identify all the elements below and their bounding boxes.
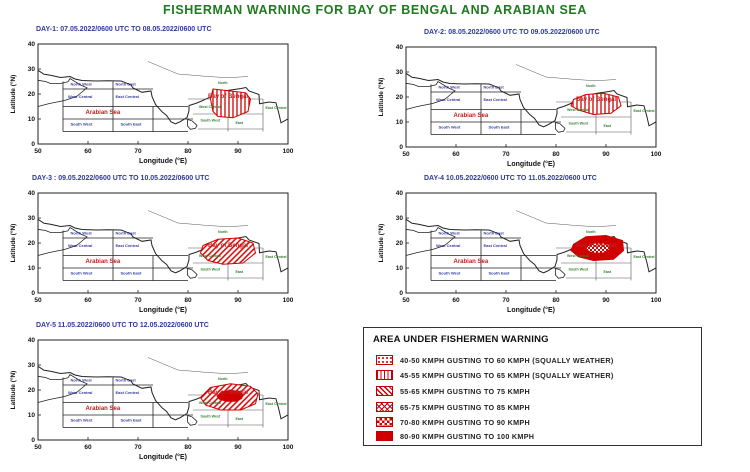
diagonal-pattern-swatch: [376, 386, 393, 396]
bay-region-label: North: [586, 84, 596, 88]
x-axis-label: Longitude (°E): [139, 158, 187, 165]
y-tick-label: 10: [27, 116, 35, 124]
x-tick-label: 70: [134, 444, 142, 451]
checker-pattern-swatch: [376, 417, 393, 427]
x-tick-label: 60: [452, 151, 460, 158]
day-3-map: [4, 175, 300, 325]
region-label: South West: [70, 417, 93, 423]
day-3-map-panel: [4, 175, 300, 325]
bay-region-label: East Central: [633, 255, 655, 259]
region-label: South East: [120, 270, 142, 276]
x-tick-label: 70: [134, 297, 142, 304]
region-label: North West: [438, 84, 460, 90]
bay-region-label: South West: [200, 118, 221, 123]
sea-label: Arabian Sea: [85, 110, 121, 116]
region-label: South West: [438, 124, 461, 130]
x-tick-label: 50: [34, 148, 42, 155]
y-tick-label: 0: [399, 290, 403, 298]
region-label: South West: [70, 270, 93, 276]
panel-title: DAY-5 11.05.2022/0600 UTC TO 12.05.2022/0600 UTC: [36, 322, 209, 329]
x-tick-label: 80: [184, 148, 192, 155]
x-tick-label: 70: [134, 148, 142, 155]
y-tick-label: 20: [27, 240, 35, 248]
legend-label: 40-50 KMPH GUSTING TO 60 KMPH (SQUALLY WEATHER): [400, 355, 614, 365]
y-axis-label: Latitude (°N): [378, 223, 385, 263]
y-tick-label: 30: [27, 215, 35, 223]
bay-region-label: East Central: [265, 255, 287, 259]
bay-region-label: South West: [568, 267, 589, 272]
bay-region-label: North: [218, 377, 228, 381]
vertical-lines-pattern-swatch: [376, 370, 393, 380]
region-label: East Central: [483, 242, 507, 248]
region-label: South West: [70, 121, 93, 127]
y-axis-label: Latitude (°N): [10, 370, 17, 410]
bay-region-label: West Central: [567, 107, 589, 112]
x-tick-label: 70: [502, 297, 510, 304]
x-tick-label: 100: [282, 297, 294, 304]
legend-title: AREA UNDER FISHERMEN WARNING: [373, 334, 549, 345]
x-tick-label: 60: [452, 297, 460, 304]
x-tick-label: 90: [602, 151, 610, 158]
bay-region-label: East Central: [633, 109, 655, 113]
legend-item: [376, 385, 530, 397]
bay-region-label: North: [586, 230, 596, 234]
x-tick-label: 100: [650, 151, 662, 158]
x-tick-label: 50: [402, 297, 410, 304]
bay-region-label: West Central: [199, 400, 221, 405]
bay-region-label: East: [235, 417, 244, 421]
day-4-map-panel: [372, 175, 668, 325]
bay-region-label: East: [235, 121, 244, 125]
y-tick-label: 10: [395, 265, 403, 273]
region-label: West Central: [68, 242, 93, 248]
region-label: South East: [120, 417, 142, 423]
x-tick-label: 60: [84, 444, 92, 451]
region-label: North East: [115, 230, 136, 236]
bay-region-label: East: [235, 270, 244, 274]
y-tick-label: 40: [395, 44, 403, 52]
region-label: South West: [438, 270, 461, 276]
legend-label: 70-80 KMPH GUSTING TO 90 KMPH: [400, 417, 530, 427]
y-tick-label: 10: [27, 265, 35, 273]
y-tick-label: 10: [395, 119, 403, 127]
day-5-map: [4, 322, 300, 472]
y-axis-label: Latitude (°N): [10, 223, 17, 263]
y-tick-label: 30: [27, 66, 35, 74]
legend-item: [376, 401, 530, 413]
x-axis-label: Longitude (°E): [139, 454, 187, 461]
legend-item: [376, 354, 614, 366]
sea-label: Arabian Sea: [85, 259, 121, 265]
x-tick-label: 90: [234, 444, 242, 451]
y-tick-label: 0: [31, 437, 35, 445]
y-tick-label: 40: [27, 337, 35, 345]
x-tick-label: 100: [282, 148, 294, 155]
y-tick-label: 20: [27, 91, 35, 99]
bay-region-label: East: [603, 124, 612, 128]
legend-item: [376, 416, 530, 428]
day-1-map: [4, 26, 300, 176]
sea-label: Arabian Sea: [85, 406, 121, 412]
x-tick-label: 80: [552, 151, 560, 158]
bay-region-label: East Central: [265, 106, 287, 110]
region-label: North East: [483, 84, 504, 90]
y-tick-label: 40: [27, 41, 35, 49]
dots-pattern-swatch: [376, 355, 393, 365]
legend-label: 45-55 KMPH GUSTING TO 65 KMPH (SQUALLY WEATHER): [400, 370, 614, 380]
y-axis-label: Latitude (°N): [378, 77, 385, 117]
region-label: East Central: [115, 389, 139, 395]
day-4-map: [372, 175, 668, 325]
y-tick-label: 0: [31, 141, 35, 149]
y-tick-label: 0: [399, 144, 403, 152]
x-axis-label: Longitude (°E): [139, 307, 187, 314]
bay-region-label: West Central: [567, 253, 589, 258]
region-label: West Central: [68, 389, 93, 395]
region-label: West Central: [68, 93, 93, 99]
y-axis-label: Latitude (°N): [10, 74, 17, 114]
y-tick-label: 40: [27, 190, 35, 198]
bay-region-label: North: [218, 81, 228, 85]
x-tick-label: 90: [602, 297, 610, 304]
y-tick-label: 0: [31, 290, 35, 298]
x-tick-label: 50: [402, 151, 410, 158]
x-axis-label: Longitude (°E): [507, 161, 555, 168]
panel-title: DAY-2: 08.05.2022/0600 UTC TO 09.05.2022/0600 UTC: [424, 29, 600, 36]
x-tick-label: 50: [34, 444, 42, 451]
bay-region-label: South West: [568, 121, 589, 126]
y-tick-label: 20: [395, 240, 403, 248]
region-label: East Central: [115, 93, 139, 99]
region-label: East Central: [483, 96, 507, 102]
bay-region-label: West Central: [199, 253, 221, 258]
legend-item: [376, 369, 614, 381]
bay-region-label: South West: [200, 414, 221, 419]
y-tick-label: 40: [395, 190, 403, 198]
x-tick-label: 60: [84, 148, 92, 155]
sea-label: Bay of Bengal: [208, 389, 249, 396]
y-tick-label: 20: [395, 94, 403, 102]
x-tick-label: 90: [234, 297, 242, 304]
x-tick-label: 80: [184, 297, 192, 304]
panel-title: DAY-4 10.05.2022/0600 UTC TO 11.05.2022/0600 UTC: [424, 175, 597, 182]
x-tick-label: 60: [84, 297, 92, 304]
y-tick-label: 30: [27, 362, 35, 370]
legend-label: 80-90 KMPH GUSTING TO 100 KMPH: [400, 431, 535, 441]
bay-region-label: East Central: [265, 402, 287, 406]
cross-pattern-swatch: [376, 402, 393, 412]
bay-region-label: North: [218, 230, 228, 234]
panel-title: DAY-1: 07.05.2022/0600 UTC TO 08.05.2022/0600 UTC: [36, 26, 212, 33]
y-tick-label: 30: [395, 215, 403, 223]
sea-label: Bay of Bengal: [208, 242, 249, 249]
legend-label: 55-65 KMPH GUSTING TO 75 KMPH: [400, 386, 530, 396]
day-1-map-panel: [4, 26, 300, 176]
region-label: West Central: [436, 96, 461, 102]
x-axis-label: Longitude (°E): [507, 307, 555, 314]
sea-label: Bay of Bengal: [576, 242, 617, 249]
x-tick-label: 80: [184, 444, 192, 451]
region-label: North West: [438, 230, 460, 236]
sea-label: Bay of Bengal: [576, 96, 617, 103]
x-tick-label: 100: [650, 297, 662, 304]
day-2-map: [372, 29, 668, 179]
sea-label: Bay of Bengal: [208, 93, 249, 100]
region-label: South East: [488, 270, 510, 276]
warning-legend: [363, 327, 702, 446]
region-label: West Central: [436, 242, 461, 248]
day-5-map-panel: [4, 322, 300, 472]
panel-title: DAY-3 : 09.05.2022/0600 UTC TO 10.05.2022/0600 UTC: [32, 175, 210, 182]
x-tick-label: 100: [282, 444, 294, 451]
x-tick-label: 70: [502, 151, 510, 158]
region-label: North East: [483, 230, 504, 236]
region-label: South East: [120, 121, 142, 127]
legend-item: [376, 430, 534, 442]
bay-region-label: East: [603, 270, 612, 274]
region-label: East Central: [115, 242, 139, 248]
x-tick-label: 80: [552, 297, 560, 304]
solid-pattern-swatch: [376, 431, 393, 441]
day-2-map-panel: [372, 29, 668, 179]
sea-label: Arabian Sea: [453, 259, 489, 265]
y-tick-label: 20: [27, 387, 35, 395]
bay-region-label: South West: [200, 267, 221, 272]
y-tick-label: 10: [27, 412, 35, 420]
bay-region-label: West Central: [199, 104, 221, 109]
legend-label: 65-75 KMPH GUSTING TO 85 KMPH: [400, 402, 530, 412]
sea-label: Arabian Sea: [453, 113, 489, 119]
region-label: North West: [70, 377, 92, 383]
region-label: South East: [488, 124, 510, 130]
x-tick-label: 90: [234, 148, 242, 155]
region-label: North West: [70, 81, 92, 87]
region-label: North East: [115, 81, 136, 87]
region-label: North East: [115, 377, 136, 383]
x-tick-label: 50: [34, 297, 42, 304]
y-tick-label: 30: [395, 69, 403, 77]
region-label: North West: [70, 230, 92, 236]
page-title: FISHERMAN WARNING FOR BAY OF BENGAL AND ARABIAN SEA: [163, 3, 587, 17]
